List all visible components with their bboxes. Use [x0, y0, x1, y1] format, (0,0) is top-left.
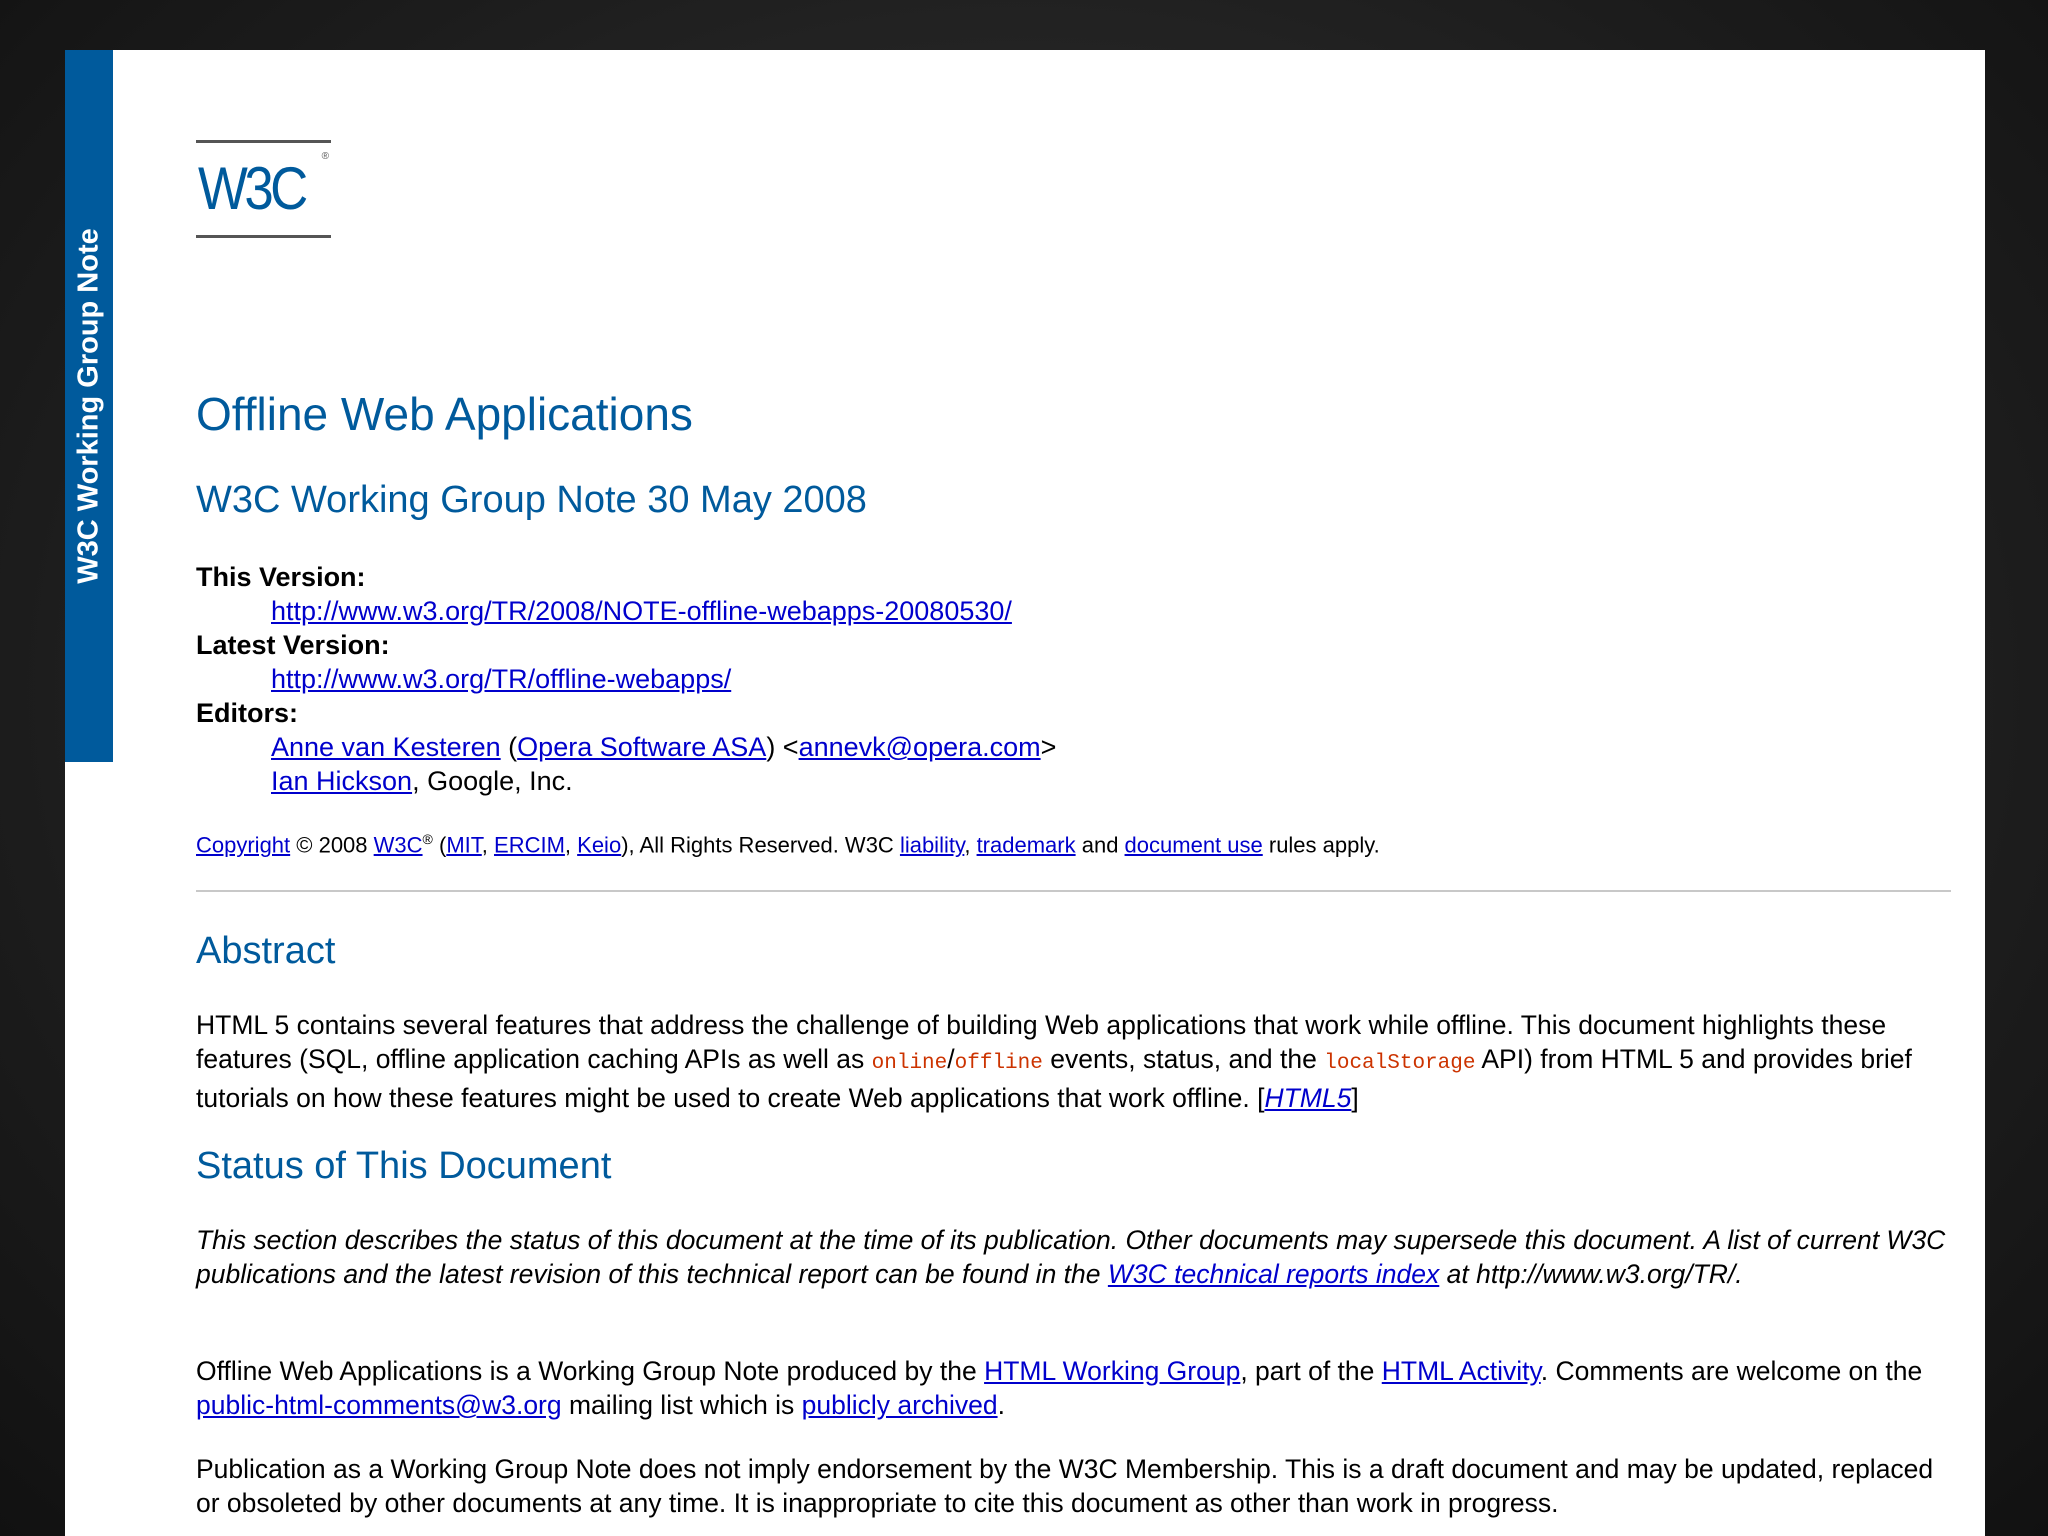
- liability-link[interactable]: liability: [899, 832, 965, 858]
- copyright-year: © 2008: [290, 832, 374, 858]
- status-intro-text-1: This section describes the status of this document at the time of its publication. Other documents may supersede this document. A list of current W3C publications and the latest revision of this technical report can be found in the: [196, 1225, 1946, 1289]
- abstract-text-3: API) from HTML 5 and provides brief tutorials on how these features might be used to create Web applications that work offline. [: [196, 1044, 1912, 1113]
- document-metadata: [196, 560, 1056, 798]
- document-page: [65, 50, 1985, 1536]
- tr-index-link[interactable]: W3C technical reports index: [1107, 1259, 1440, 1289]
- rights-text: ), All Rights Reserved. W3C: [621, 832, 900, 858]
- editor-1-org-link[interactable]: Opera Software ASA: [517, 732, 767, 762]
- latest-version-value: [271, 662, 1056, 696]
- editor-2: [271, 764, 1056, 798]
- mit-link[interactable]: MIT: [446, 832, 482, 858]
- editors-label: Editors:: [196, 698, 299, 728]
- status-p2-text-c: . Comments are welcome on the: [1540, 1356, 1923, 1386]
- ercim-link[interactable]: ERCIM: [494, 832, 565, 858]
- rules-apply-text: rules apply.: [1262, 832, 1380, 858]
- abstract-paragraph: [196, 1008, 1961, 1115]
- registered-mark: ®: [422, 831, 433, 847]
- copyright-notice: Copyright © 2008 W3C® (MIT, ERCIM, Keio), All Rights Reserved. W3C liability, trademark and document use rules apply.: [196, 831, 1380, 858]
- copyright-link[interactable]: Copyright: [196, 832, 291, 858]
- editor-1-name-link[interactable]: Anne van Kesteren: [271, 732, 501, 762]
- mailing-list-link[interactable]: public-html-comments@w3.org: [196, 1390, 562, 1420]
- abstract-text-2: events, status, and the: [1042, 1044, 1325, 1074]
- status-p2-text-e: .: [997, 1390, 1005, 1420]
- status-paragraph-2: [196, 1354, 1961, 1422]
- code-online: online: [871, 1052, 948, 1075]
- status-intro-paragraph: [196, 1223, 1961, 1291]
- abstract-text-1: HTML 5 contains several features that address the challenge of building Web applications that work while offline. This document highlights these features (SQL, offline application caching APIs as well as: [196, 1010, 1887, 1074]
- this-version-label: This Version:: [196, 562, 366, 592]
- w3c-logo-text: W3C: [198, 155, 305, 222]
- html-activity-link[interactable]: HTML Activity: [1381, 1356, 1541, 1386]
- latest-version-label: Latest Version:: [196, 630, 390, 660]
- w3c-logo[interactable]: [196, 140, 331, 238]
- abstract-text-4: ]: [1351, 1083, 1359, 1113]
- status-paragraph-3: Publication as a Working Group Note does not imply endorsement by the W3C Membership. This is a draft document and may be updated, replaced or obsoleted by other documents at any time. It is inappropriate to cite this document as other than work in progress.: [196, 1454, 1934, 1518]
- editor-1-email-link[interactable]: annevk@opera.com: [798, 732, 1041, 762]
- editor-2-org: , Google, Inc.: [412, 766, 573, 796]
- w3c-link[interactable]: W3C: [373, 832, 423, 858]
- editor-2-name-link[interactable]: Ian Hickson: [271, 766, 413, 796]
- abstract-slash: /: [947, 1044, 955, 1074]
- trademark-link[interactable]: trademark: [976, 832, 1076, 858]
- status-p2-text-a: Offline Web Applications is a Working Group Note produced by the: [196, 1356, 985, 1386]
- publicly-archived-link[interactable]: publicly archived: [801, 1390, 998, 1420]
- this-version-link[interactable]: http://www.w3.org/TR/2008/NOTE-offline-webapps-20080530/: [271, 596, 1012, 626]
- side-banner: [65, 50, 113, 762]
- status-intro-text-2: at http://www.w3.org/TR/.: [1439, 1259, 1743, 1289]
- side-banner-label: W3C Working Group Note: [72, 228, 105, 584]
- status-heading: Status of This Document: [196, 1145, 612, 1187]
- page-subtitle: W3C Working Group Note 30 May 2008: [196, 479, 867, 521]
- latest-version-link[interactable]: http://www.w3.org/TR/offline-webapps/: [271, 664, 732, 694]
- status-p2-text-d: mailing list which is: [561, 1390, 802, 1420]
- keio-link[interactable]: Keio: [577, 832, 622, 858]
- code-offline: offline: [954, 1052, 1043, 1075]
- document-use-link[interactable]: document use: [1124, 832, 1263, 858]
- page-title: Offline Web Applications: [196, 388, 693, 440]
- html5-reference-link[interactable]: HTML5: [1264, 1083, 1352, 1113]
- section-divider: [196, 890, 1951, 892]
- and-text: and: [1075, 832, 1125, 858]
- status-p2-text-b: , part of the: [1240, 1356, 1382, 1386]
- abstract-heading: Abstract: [196, 930, 336, 972]
- this-version-value: [271, 594, 1056, 628]
- editor-1: Anne van Kesteren (Opera Software ASA) <annevk@opera.com>: [271, 732, 1057, 762]
- w3c-logo-registered-mark: ®: [321, 151, 329, 162]
- html-working-group-link[interactable]: HTML Working Group: [984, 1356, 1241, 1386]
- code-localstorage: localStorage: [1324, 1052, 1476, 1075]
